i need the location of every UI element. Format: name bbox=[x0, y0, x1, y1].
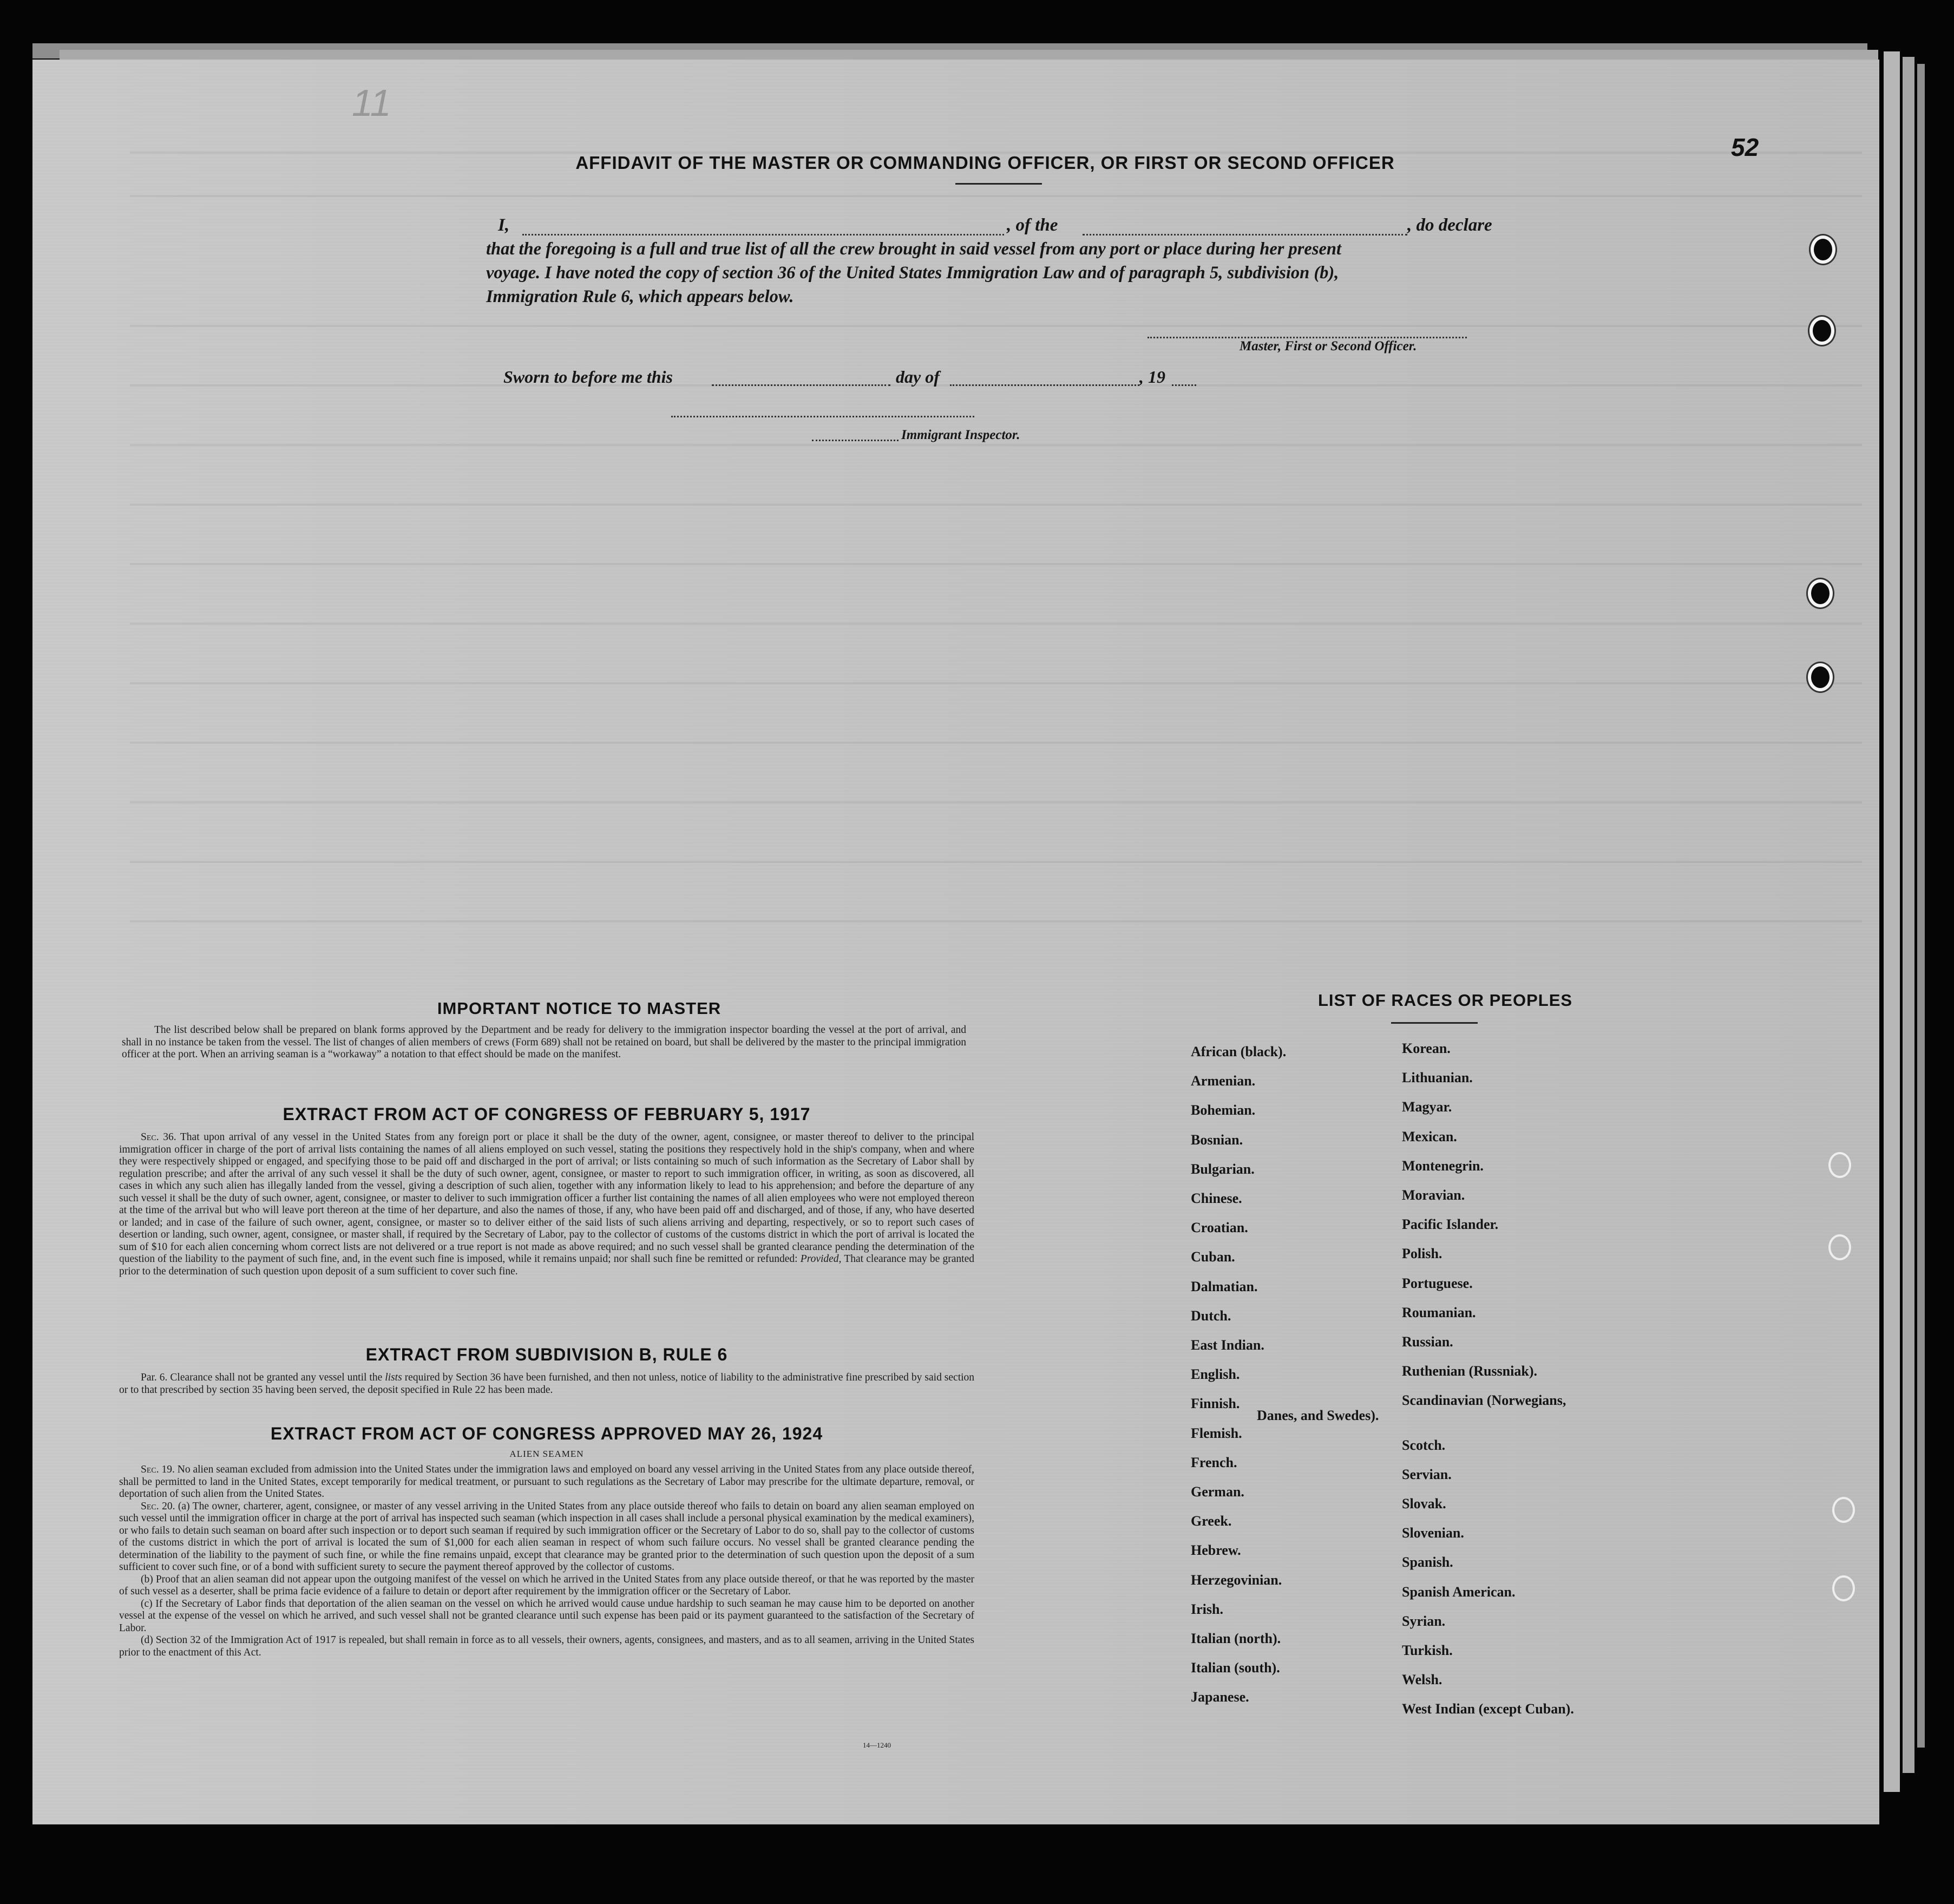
vessel-field[interactable] bbox=[1083, 234, 1407, 235]
race-item: Scotch. bbox=[1402, 1437, 1446, 1453]
race-item: Montenegrin. bbox=[1402, 1157, 1484, 1174]
race-item: Servian. bbox=[1402, 1466, 1452, 1482]
rule6-body-b: required by Section 36 have been furnished, and then not unless, notice of liability to the administrative fine prescribed by said section or to that prescribed by section 35 having been served, the deposit specified in Rule 22 has been made. bbox=[119, 1372, 975, 1396]
affidavit-line-1: that the foregoing is a full and true list of all the crew brought in said vessel from any port or place during her present bbox=[486, 239, 1342, 259]
sworn-year-field[interactable] bbox=[1172, 384, 1196, 386]
section-body: That upon arrival of any vessel in the United States from any foreign port or place it shall be the duty of the owner, agent, consignee, or master thereof to deliver to the principal immigration officer in charge of the port of arrival lists containing the names of all aliens employed on such vessel, stating the positions they respectively hold in the ship's company, when and where they were respectively shipped or engaged, and specifying those to be paid off and discharged in the port of arrival; or lists containing so much of such information as the Secretary of Labor shall by regulation prescribe; and after the arrival of any such vessel it shall be the duty of such owner, agent, consignee, or master to report to such immigration officer, in writing, as soon as discovered, all cases in which any such alien has illegally landed from the vessel, giving a description of such alien, together with any information likely to lead to his apprehension; and before the departure of any such vessel it shall be the duty of such owner, agent, consignee, or master to deliver to such immigration officer a further list containing the names of all alien employees who were not employed thereon at the time of the arrival but who will leave port thereon at the time of her departure, and also the names of those, if any, who have been paid off and discharged, and of those, if any, who have deserted or landed; and in case of the failure of such owner, agent, consignee, or master so to deliver either of the said lists of such aliens arriving and departing, respectively, or so to report such cases of desertion or landing, such owner, agent, consignee, or master shall, if required by the Secretary of Labor, pay to the collector of customs of the customs district in which the port of arrival is located the sum of $10 for each alien concerning whom correct lists are not delivered or a true report is not made as above required; and no such vessel shall be granted clearance pending the determination of the question of the liability to the payment of such fine, and, in the event such fine is imposed, while it remains unpaid; nor shall such fine be remitted or refunded: bbox=[119, 1131, 974, 1265]
race-item: Irish. bbox=[1191, 1601, 1223, 1617]
lists-word: lists bbox=[385, 1372, 402, 1383]
race-item: French. bbox=[1191, 1454, 1237, 1470]
race-item: Welsh. bbox=[1402, 1672, 1442, 1688]
race-item: Dalmatian. bbox=[1191, 1278, 1258, 1294]
sec20b-body: (b) Proof that an alien seaman did not appear upon the outgoing manifest of the vessel on which he arrived in the United States from any place outside thereof, or that he was reported by the master of such vessel as a deserter, shall be prima facie evidence of a failure to detain or deport after requirement by the immigration officer or the Secretary of Labor. bbox=[119, 1573, 974, 1597]
race-item: Slovenian. bbox=[1402, 1525, 1464, 1541]
paper-edge bbox=[1903, 57, 1914, 1773]
race-item: Finnish. bbox=[1191, 1396, 1240, 1412]
race-item: Slovak. bbox=[1402, 1496, 1446, 1512]
punch-hole bbox=[1808, 663, 1833, 691]
sworn-day-field[interactable] bbox=[712, 384, 890, 386]
corner-number: 52 bbox=[1731, 133, 1759, 161]
sec20d-body: (d) Section 32 of the Immigration Act of 1917 is repealed, but shall remain in force as to all vessels, their owners, agents, consignees, and masters, and as to all seamen, arriving in the United States prior to the enactment of this Act. bbox=[119, 1634, 974, 1658]
paper-edge bbox=[1884, 51, 1900, 1792]
punch-hole bbox=[1811, 235, 1835, 264]
sec20c-body: (c) If the Secretary of Labor finds that deportation of the alien seaman on the vessel on which he arrived would cause undue hardship to such seaman he may cause him to be deported on another vessel at the expense of the vessel on which he arrived, and such vessel shall not be granted clearance until such expense has been paid or its payment guaranteed to the satisfaction of the Secretary of Labor. bbox=[119, 1598, 974, 1634]
sec19-label: Sec. 19. bbox=[141, 1464, 175, 1475]
race-item: Cuban. bbox=[1191, 1249, 1235, 1265]
race-item: Herzegovinian. bbox=[1191, 1572, 1282, 1588]
race-item: Magyar. bbox=[1402, 1099, 1452, 1115]
punch-hole bbox=[1828, 1234, 1851, 1260]
race-item: Portuguese. bbox=[1402, 1275, 1473, 1291]
race-item: Russian. bbox=[1402, 1334, 1453, 1350]
section-end: That clearance may be granted prior to the determination of such question upon deposit of a sum sufficient to cover such fine. bbox=[119, 1253, 974, 1277]
race-item: Syrian. bbox=[1402, 1613, 1446, 1629]
race-item: East Indian. bbox=[1191, 1337, 1264, 1353]
race-item: Croatian. bbox=[1191, 1220, 1248, 1236]
extract-rule6-text bbox=[119, 1372, 974, 1396]
races-rule bbox=[1391, 1022, 1478, 1024]
race-item: German. bbox=[1191, 1484, 1244, 1500]
race-item: Danes, and Swedes). bbox=[1257, 1408, 1379, 1424]
punch-hole bbox=[1832, 1497, 1855, 1523]
race-item: Moravian. bbox=[1402, 1187, 1465, 1203]
notice-text bbox=[122, 1024, 966, 1061]
race-item: Dutch. bbox=[1191, 1307, 1231, 1324]
race-item: Mexican. bbox=[1402, 1128, 1457, 1144]
inspector-label: Immigrant Inspector. bbox=[901, 428, 1020, 442]
affidavit-of-the: , of the bbox=[1007, 215, 1058, 235]
sec20a-body: (a) The owner, charterer, agent, consignee, or master of any vessel arriving in the United States from any place outside thereof who fails to detain on board any alien seaman employed on such vessel until the immigration officer in charge at the port of arrival has inspected such seaman (which inspection in all cases shall include a personal physical examination by the medical examiners), or who fails to detain such seaman on board after such inspection or to deport such seaman if required by such immigration officer or the Secretary of Labor to do so, shall pay to the collector of customs of the customs district in which the port of arrival is located the sum of $1,000 for each alien seaman in respect of whom such failure occurs. No vessel shall be granted clearance pending the determination of the liability to the payment of such fine, or while the fine remains unpaid, except that clearance may be granted prior to the determination of such question upon the deposit of a sum sufficient to cover such fine, or of a bond with sufficient surety to secure the payment thereof approved by the collector of customs. bbox=[119, 1500, 974, 1573]
form-number: 14—1240 bbox=[863, 1741, 891, 1749]
race-item: Japanese. bbox=[1191, 1689, 1249, 1705]
affidavit-line-2: voyage. I have noted the copy of section 36 of the United States Immigration Law and of paragraph 5, subdivision (b), bbox=[486, 263, 1339, 283]
race-item: Hebrew. bbox=[1191, 1542, 1241, 1559]
notice-heading: IMPORTANT NOTICE TO MASTER bbox=[437, 999, 722, 1018]
race-item: Roumanian. bbox=[1402, 1304, 1476, 1320]
sec20-label: Sec. 20. bbox=[141, 1500, 175, 1512]
race-item: Scandinavian (Norwegians, bbox=[1402, 1392, 1566, 1409]
race-item: Bulgarian. bbox=[1191, 1161, 1255, 1177]
punch-hole bbox=[1808, 579, 1833, 607]
paper-edge bbox=[1917, 64, 1925, 1748]
race-item: Spanish American. bbox=[1402, 1584, 1516, 1600]
extract-1924-heading: EXTRACT FROM ACT OF CONGRESS APPROVED MAY 26, 1924 bbox=[270, 1424, 823, 1443]
year-label: , 19 bbox=[1139, 367, 1165, 387]
race-item: Lithuanian. bbox=[1402, 1070, 1473, 1086]
notice-body: The list described below shall be prepared on blank forms approved by the Department and be ready for delivery to the immigration inspector boarding the vessel at the port of arrival, and shall in no instance be taken from the vessel. The list of changes of alien members of crews (Form 689) shall not be retained on board, but shall be delivered by the master to the principal immigration officer at the port. When an arriving seaman is a “workaway” a notation to that effect should be made on the manifest. bbox=[122, 1024, 966, 1060]
affidavit-do-declare: , do declare bbox=[1407, 215, 1492, 235]
race-item: Chinese. bbox=[1191, 1190, 1242, 1206]
race-item: Bosnian. bbox=[1191, 1131, 1243, 1148]
punch-hole bbox=[1832, 1575, 1855, 1601]
punch-hole bbox=[1809, 317, 1834, 345]
extract-1924-text bbox=[119, 1464, 974, 1659]
extract-1917-text bbox=[119, 1131, 974, 1278]
extract-rule6-heading: EXTRACT FROM SUBDIVISION B, RULE 6 bbox=[365, 1345, 728, 1364]
extract-1917-heading: EXTRACT FROM ACT OF CONGRESS OF FEBRUARY 5, 1917 bbox=[283, 1104, 811, 1124]
race-item: Pacific Islander. bbox=[1402, 1216, 1499, 1233]
signatory-label: Master, First or Second Officer. bbox=[1240, 339, 1417, 354]
races-heading: LIST OF RACES OR PEOPLES bbox=[1317, 991, 1573, 1010]
race-item: Ruthenian (Russniak). bbox=[1402, 1363, 1537, 1379]
race-item: West Indian (except Cuban). bbox=[1402, 1701, 1574, 1717]
sec19-body: No alien seaman excluded from admission into the United States under the immigration laws and employed on board any vessel arriving in the United States from any place outside thereof, shall be permitted to land in the United States, except temporarily for medical treatment, or pursuant to such regulations as the Secretary of Labor may prescribe for the ultimate departure, removal, or deportation of such alien from the United States. bbox=[119, 1464, 974, 1500]
race-item: African (black). bbox=[1191, 1044, 1287, 1059]
race-item: Spanish. bbox=[1402, 1554, 1453, 1571]
race-item: Turkish. bbox=[1402, 1643, 1453, 1658]
race-item: Armenian. bbox=[1191, 1073, 1256, 1089]
inspector-field-2[interactable] bbox=[812, 440, 899, 441]
race-item: Italian (north). bbox=[1191, 1631, 1281, 1646]
affidavit-heading: AFFIDAVIT OF THE MASTER OR COMMANDING OFFICER, OR FIRST OR SECOND OFFICER bbox=[575, 153, 1395, 173]
form-sheet bbox=[32, 60, 1879, 1824]
race-item: Korean. bbox=[1402, 1041, 1451, 1056]
race-item: Bohemian. bbox=[1191, 1102, 1256, 1118]
sworn-month-field[interactable] bbox=[950, 384, 1139, 386]
provided-label: Provided, bbox=[800, 1253, 842, 1265]
sworn-label: Sworn to before me this bbox=[503, 367, 673, 387]
rule6-body-a: Clearance shall not be granted any vessel until the bbox=[170, 1372, 383, 1383]
par-label: Par. 6. bbox=[141, 1372, 168, 1383]
day-of-label: day of bbox=[896, 367, 940, 387]
heading-rule bbox=[955, 183, 1042, 185]
affidavit-line-3: Immigration Rule 6, which appears below. bbox=[486, 287, 794, 306]
name-field[interactable] bbox=[522, 234, 1004, 235]
alien-seamen-subheading: ALIEN SEAMEN bbox=[509, 1449, 584, 1459]
inspector-field[interactable] bbox=[671, 416, 974, 417]
race-item: Polish. bbox=[1402, 1246, 1442, 1262]
punch-hole bbox=[1828, 1152, 1851, 1178]
race-item: English. bbox=[1191, 1366, 1240, 1383]
signature-field[interactable] bbox=[1148, 337, 1467, 338]
affidavit-i: I, bbox=[498, 215, 510, 235]
race-item: Flemish. bbox=[1191, 1425, 1242, 1441]
race-item: Greek. bbox=[1191, 1513, 1232, 1529]
race-item: Italian (south). bbox=[1191, 1660, 1280, 1676]
section-label: Sec. 36. bbox=[141, 1131, 176, 1143]
top-left-number: 11 bbox=[352, 82, 391, 124]
